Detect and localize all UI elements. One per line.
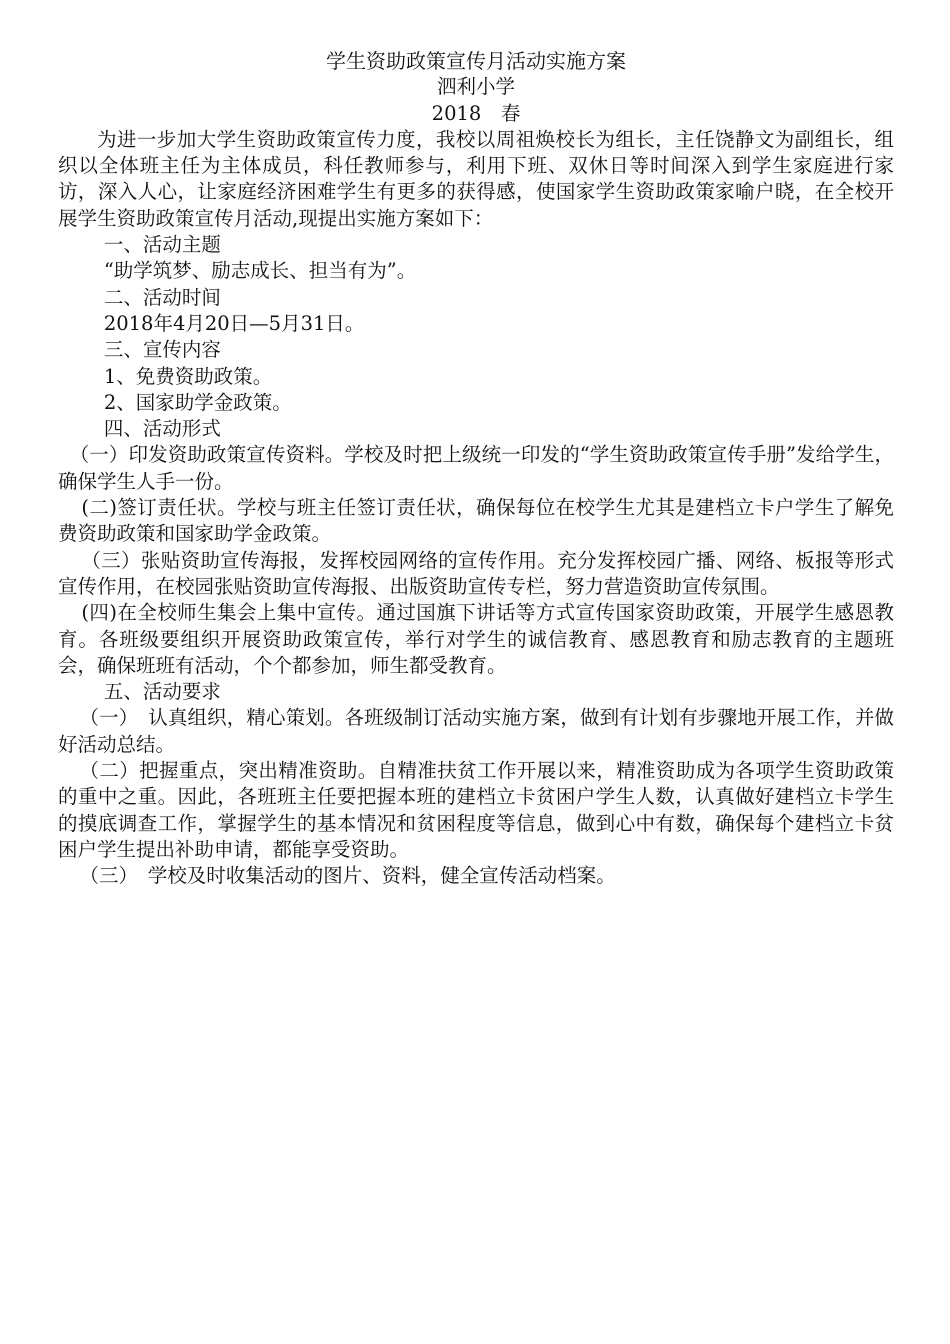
- requirements-item: （一） 认真组织，精心策划。各班级制订活动实施方案，做到有计划有步骤地开展工作，并做好活动总结。: [58, 706, 894, 756]
- forms-item: (二)签订责任状。学校与班主任签订责任状，确保每位在校学生尤其是建档立卡户学生了解免费资助政策和国家助学金政策。: [58, 496, 894, 546]
- document-title: 学生资助政策宣传月活动实施方案: [326, 49, 626, 73]
- section-heading-content: 三、宣传内容: [103, 338, 221, 362]
- season: 春: [500, 101, 521, 125]
- section-text-theme: “助学筑梦、励志成长、担当有为”。: [103, 259, 417, 283]
- section-heading-time: 二、活动时间: [103, 285, 221, 309]
- year: 2018: [431, 101, 482, 125]
- requirements-item: （三） 学校及时收集活动的图片、资料，健全宣传活动档案。: [79, 864, 616, 888]
- document-page: [58, 48, 894, 890]
- school-name: 泗利小学: [436, 75, 515, 99]
- forms-item: (四)在全校师生集会上集中宣传。通过国旗下讲话等方式宣传国家资助政策，开展学生感恩教育。各班级要组织开展资助政策宣传，举行对学生的诚信教育、感恩教育和励志教育的主题班会，确保班班有活动，个个都参加，师生都受教育。: [58, 601, 894, 677]
- forms-item: （三）张贴资助宣传海报，发挥校园网络的宣传作用。充分发挥校园广播、网络、板报等形式宣传作用，在校园张贴资助宣传海报、出版资助宣传专栏，努力营造资助宣传氛围。: [58, 548, 894, 598]
- section-text-time: 2018年4月20日—5月31日。: [103, 311, 365, 335]
- section-heading-theme: 一、活动主题: [103, 233, 221, 257]
- intro-paragraph: 为进一步加大学生资助政策宣传力度，我校以周祖焕校长为组长，主任饶静文为副组长，组织以全体班主任为主体成员，科任教师参与，利用下班、双休日等时间深入到学生家庭进行家访，深入人心，让家庭经济困难学生有更多的获得感，使国家学生资助政策家喻户晓，在全校开展学生资助政策宣传月活动,现提出实施方案如下：: [58, 127, 894, 230]
- date-line: [58, 101, 894, 127]
- content-item: 2、国家助学金政策。: [103, 390, 292, 414]
- section-heading-requirements: 五、活动要求: [103, 680, 221, 704]
- content-item: 1、免费资助政策。: [103, 364, 273, 388]
- requirements-item: （二）把握重点，突出精准资助。自精准扶贫工作开展以来，精准资助成为各项学生资助政策的重中之重。因此，各班班主任要把握本班的建档立卡贫困户学生人数，认真做好建档立卡学生的摸底调查工作，掌握学生的基本情况和贫困程度等信息，做到心中有数，确保每个建档立卡贫困户学生提出补助申请，都能享受资助。: [58, 759, 894, 861]
- forms-item: （一）印发资助政策宣传资料。学校及时把上级统一印发的“学生资助政策宣传手册”发给学生，确保学生人手一份。: [58, 443, 894, 493]
- section-heading-forms: 四、活动形式: [103, 417, 221, 441]
